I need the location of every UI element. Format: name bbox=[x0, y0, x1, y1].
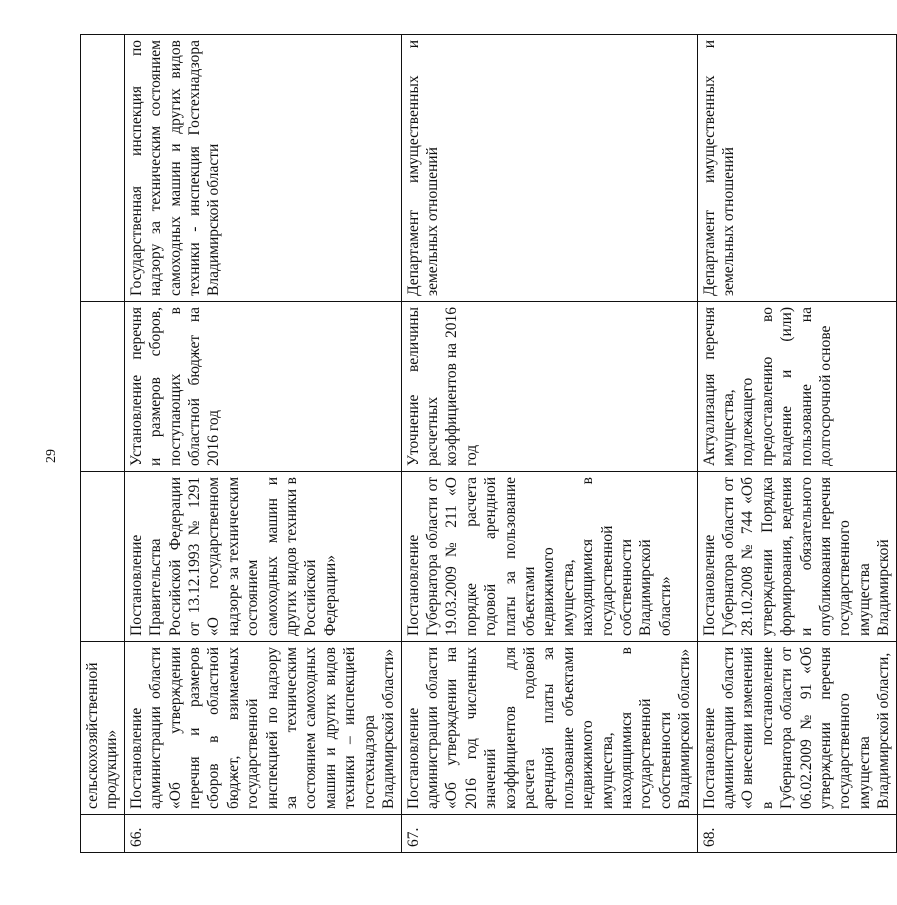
rotated-page bbox=[80, 35, 893, 853]
act-cell: Постановление администрации области «О внесении изменений в постановление Губернатора области от 06.02.2009 № 91 «Об утверждении перечня государственного имущества Владимирской области, bbox=[697, 642, 896, 815]
table-row bbox=[81, 35, 125, 853]
executor-cell: Государственная инспекция по надзору за техническим состоянием самоходных машин и других видов техники - инспекция Гостехнадзора Владимирской области bbox=[124, 35, 401, 302]
table-row bbox=[401, 35, 697, 853]
table-cell bbox=[81, 815, 125, 853]
purpose-cell: Уточнение величины расчетных коэффициентов на 2016 год bbox=[401, 302, 697, 472]
table-cell bbox=[81, 472, 125, 642]
purpose-cell: Актуализация перечня имущества, подлежащего предоставлению во владение и (или) пользование на долгосрочной основе bbox=[697, 302, 896, 472]
act-cell: Постановление администрации области «Об утверждении на 2016 год численных значений коэффициентов для расчета годовой арендной платы за пользование объектами недвижимого имущества, находящимися в государственной собственности Владимирской области» bbox=[401, 642, 697, 815]
basis-cell: Постановление Губернатора области от 19.03.2009 № 211 «О порядке расчета годовой арендной платы за пользование объектами недвижимого имущества, находящимися в государственной собственности Владимирской области» bbox=[401, 472, 697, 642]
table-cell bbox=[81, 302, 125, 472]
purpose-cell: Установление перечня и размеров сборов, поступающих в областной бюджет на 2016 год bbox=[124, 302, 401, 472]
basis-cell: Постановление Губернатора области от 28.10.2008 № 744 «Об утверждении Порядка формирования, ведения и обязательного опубликования перечня государственного имущества Владимирской bbox=[697, 472, 896, 642]
row-number: 67. bbox=[401, 815, 697, 853]
executor-cell: Департамент имущественных и земельных отношений bbox=[401, 35, 697, 302]
continued-text-cell: сельскохозяйственной продукции» bbox=[81, 642, 125, 815]
row-number: 68. bbox=[697, 815, 896, 853]
page-number: 29 bbox=[44, 449, 59, 463]
table-cell bbox=[81, 35, 125, 302]
basis-cell: Постановление Правительства Российской Федерации от 13.12.1993 № 1291 «О государственном надзоре за техническим состоянием самоходных машин и других видов техники в Российской Федерации» bbox=[124, 472, 401, 642]
table-row bbox=[697, 35, 896, 853]
measures-table bbox=[80, 34, 897, 853]
table-row bbox=[124, 35, 401, 853]
executor-cell: Департамент имущественных и земельных отношений bbox=[697, 35, 896, 302]
row-number: 66. bbox=[124, 815, 401, 853]
act-cell: Постановление администрации области «Об утверждении перечня и размеров сборов в областной бюджет, взимаемых государственной инспекцией по надзору за техническим состоянием самоходных машин и других видов техники – инспекцией гостехнадзора Владимирской области» bbox=[124, 642, 401, 815]
